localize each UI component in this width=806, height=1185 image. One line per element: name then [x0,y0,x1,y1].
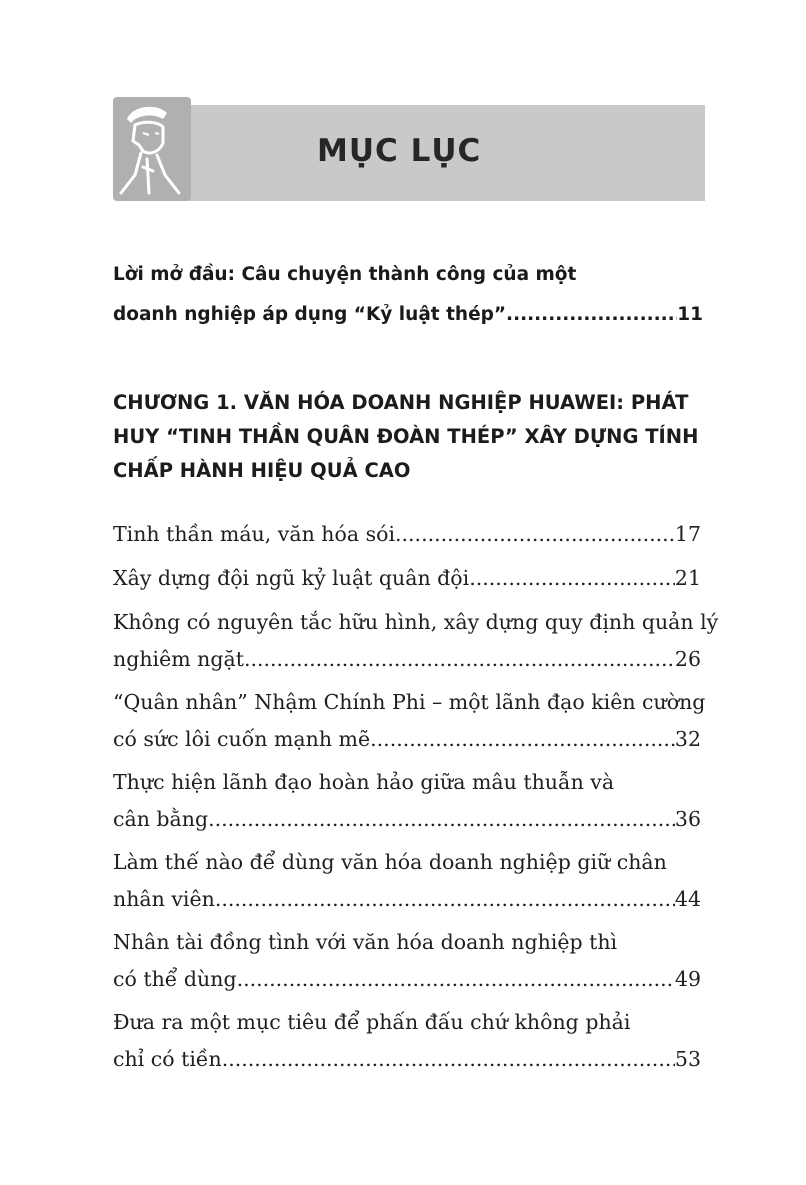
entry-page-number: 49 [674,967,701,991]
entry-title: có thể dùng [113,967,237,991]
toc-entry-6-line-2 [113,887,701,917]
toc-entry-5-line-2 [113,807,701,837]
intro-page-number: 11 [677,304,703,325]
entry-title: nhân viên [113,887,215,911]
entry-title: chỉ có tiền [113,1047,222,1071]
toc-header [113,97,705,201]
intro-line-1: Lời mở đầu: Câu chuyện thành công của một [113,264,577,285]
entry-title: nghiêm ngặt [113,647,244,671]
entry-page-number: 53 [674,1047,701,1071]
entry-page-number: 36 [674,807,701,831]
entry-title: Thực hiện lãnh đạo hoàn hảo giữa mâu thuẫn và [113,770,615,794]
dot-leader [506,304,677,325]
entry-title: có sức lôi cuốn mạnh mẽ [113,727,371,751]
intro-line-2-text: doanh nghiệp áp dụng “Kỷ luật thép” [113,304,507,325]
chapter-line-1: CHƯƠNG 1. VĂN HÓA DOANH NGHIỆP HUAWEI: PHÁT [113,391,689,414]
entry-title: Không có nguyên tắc hữu hình, xây dựng quy định quản lý [113,610,719,634]
chapter-line-3: CHẤP HÀNH HIỆU QUẢ CAO [113,459,411,482]
dot-leader [244,647,675,677]
entry-page-number: 26 [674,647,701,671]
toc-entry-3-line-2 [113,647,701,677]
entry-page-number: 44 [674,887,701,911]
dot-leader [215,887,675,917]
toc-entry-1 [113,522,701,552]
dot-leader [370,727,675,757]
entry-title: Nhân tài đồng tình với văn hóa doanh nghiệp thì [113,930,618,954]
entry-title: Làm thế nào để dùng văn hóa doanh nghiệp giữ chân [113,850,667,874]
entry-page-number: 17 [674,522,701,546]
entry-title: “Quân nhân” Nhậm Chính Phi – một lãnh đạo kiên cường [113,690,706,714]
dot-leader [469,566,675,596]
chapter-heading [113,386,713,488]
toc-entry-2 [113,566,701,596]
dot-leader [222,1047,675,1077]
toc-entry-8-line-1 [113,1010,701,1040]
intro-line-2 [113,304,703,325]
chapter-line-2: HUY “TINH THẦN QUÂN ĐOÀN THÉP” XÂY DỰNG TÍNH [113,425,699,448]
page-title: MỤC LỤC [317,133,482,169]
toc-entry-6-line-1 [113,850,701,880]
dot-leader [395,522,675,552]
dot-leader [208,807,675,837]
entry-title: Đưa ra một mục tiêu để phấn đấu chứ không phải [113,1010,631,1034]
toc-entry-4-line-2 [113,727,701,757]
soldier-icon [113,97,191,201]
entry-page-number: 32 [674,727,701,751]
toc-entry-3-line-1 [113,610,719,640]
toc-entry-8-line-2 [113,1047,701,1077]
toc-entry-4-line-1 [113,690,706,720]
entry-title: cân bằng [113,807,209,831]
entry-title: Xây dựng đội ngũ kỷ luật quân đội [113,566,470,590]
dot-leader [237,967,675,997]
entry-page-number: 21 [674,566,701,590]
entry-title: Tinh thần máu, văn hóa sói [113,522,395,546]
toc-entry-7-line-1 [113,930,701,960]
toc-entry-7-line-2 [113,967,701,997]
toc-entry-5-line-1 [113,770,701,800]
